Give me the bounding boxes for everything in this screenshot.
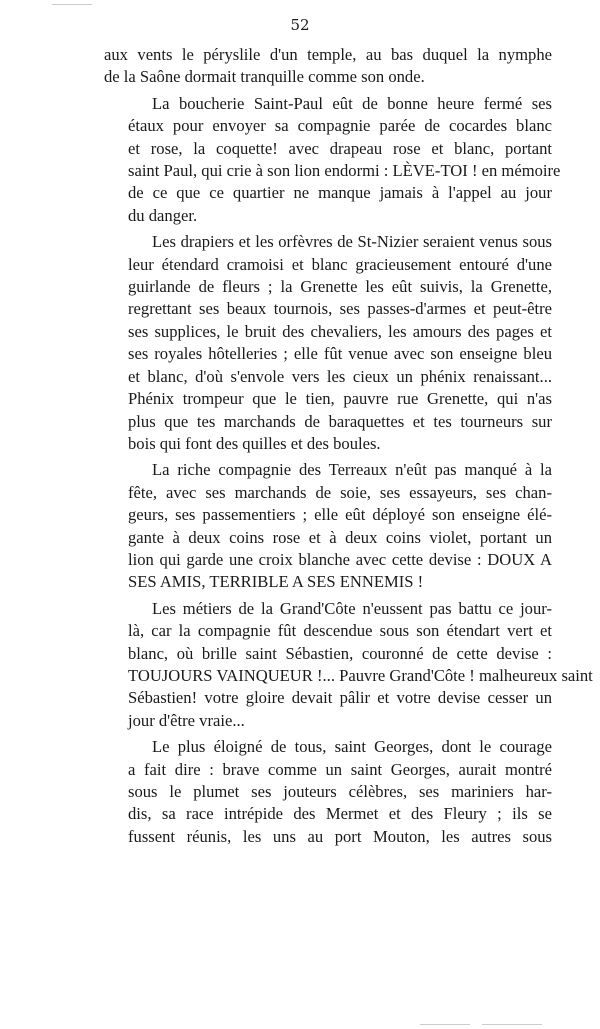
text-line: là, car la compagnie fût descendue sous son étendart vert et bbox=[128, 621, 552, 641]
text-line: Le plus éloigné de tous, saint Georges, dont le courage bbox=[152, 737, 552, 757]
text-line: a fait dire : brave comme un saint Georges, aurait montré bbox=[128, 759, 552, 779]
text-line: geurs, ses passementiers ; elle eût déployé son enseigne élé- bbox=[128, 505, 552, 525]
text-line: de ce que ce quartier ne manque jamais à l'appel au jour bbox=[128, 183, 552, 203]
paragraph bbox=[104, 736, 552, 848]
text-line: et blanc, d'où s'envole vers les cieux un phénix renaissant... bbox=[128, 366, 552, 386]
text-line: lion qui garde une croix blanche avec cette devise : DOUX A bbox=[128, 549, 552, 569]
text-line: regrettant ses beaux tournois, ses passes-d'armes et peut-être bbox=[128, 299, 552, 319]
text-line: Phénix trompeur que le tien, pauvre rue Grenette, qui n'as bbox=[128, 389, 552, 409]
page-number: 52 bbox=[290, 16, 310, 34]
text-line: du danger. bbox=[128, 205, 198, 225]
text-line: ses royales hôtelleries ; elle fût venue avec son enseigne bleu bbox=[128, 344, 552, 364]
text-line: Les drapiers et les orfèvres de St-Nizier seraient venus sous bbox=[152, 232, 552, 252]
text-line: jour d'être vraie... bbox=[128, 710, 245, 730]
text-line: blanc, où brille saint Sébastien, couronné de cette devise : bbox=[128, 643, 552, 663]
text-line: bois qui font des quilles et des boules. bbox=[128, 433, 381, 453]
scan-mark-top bbox=[52, 4, 92, 5]
text-line: La boucherie Saint-Paul eût de bonne heure fermé ses bbox=[152, 93, 552, 113]
paragraph bbox=[104, 459, 552, 593]
text-line: Sébastien! votre gloire devait pâlir et votre devise cesser un bbox=[128, 688, 552, 708]
text-line: dis, sa race intrépide des Mermet et des Fleury ; ils se bbox=[128, 804, 552, 824]
text-line: saint Paul, qui crie à son lion endormi : LÈVE-TOI ! en mémoire bbox=[128, 161, 561, 181]
text-line: SES AMIS, TERRIBLE A SES ENNEMIS ! bbox=[128, 572, 424, 592]
text-line: aux vents le péryslile d'un temple, au bas duquel la nymphe bbox=[104, 45, 552, 64]
text-line: leur étendard cramoisi et blanc gracieusement entouré d'une bbox=[128, 254, 552, 274]
paragraph bbox=[104, 93, 561, 227]
text-line: gante à deux coins rose et à deux coins violet, portant un bbox=[128, 527, 552, 547]
text-line: de la Saône dormait tranquille comme son onde. bbox=[104, 67, 425, 87]
text-line: TOUJOURS VAINQUEUR !... Pauvre Grand'Côte ! malheureux saint bbox=[128, 665, 593, 685]
text-line: plus que tes marchands de baraquettes et tes tourneurs sur bbox=[128, 411, 552, 431]
paragraph bbox=[104, 231, 552, 455]
scan-mark-bottom-left bbox=[420, 1024, 470, 1025]
text-line: et rose, la coquette! avec drapeau rose et blanc, portant bbox=[128, 138, 552, 158]
body-text bbox=[104, 44, 593, 852]
text-line: étaux pour envoyer sa compagnie parée de cocardes blanc bbox=[128, 116, 552, 136]
text-line: La riche compagnie des Terreaux n'eût pas manqué à la bbox=[152, 460, 552, 480]
text-line: guirlande de fleurs ; la Grenette les eût suivis, la Grenette, bbox=[128, 277, 552, 297]
paragraph bbox=[104, 598, 593, 732]
text-line: ses supplices, le bruit des chevaliers, les amours des pages et bbox=[128, 321, 552, 341]
text-line: Les métiers de la Grand'Côte n'eussent pas battu ce jour- bbox=[152, 598, 552, 618]
text-line: fussent réunis, les uns au port Mouton, les autres sous bbox=[128, 826, 552, 846]
text-line: sous le plumet ses jouteurs célèbres, ses mariniers har- bbox=[128, 782, 552, 801]
scan-mark-bottom-right bbox=[482, 1024, 542, 1025]
text-line: fête, avec ses marchands de soie, ses essayeurs, ses chan- bbox=[128, 482, 552, 502]
paragraph bbox=[104, 44, 552, 89]
